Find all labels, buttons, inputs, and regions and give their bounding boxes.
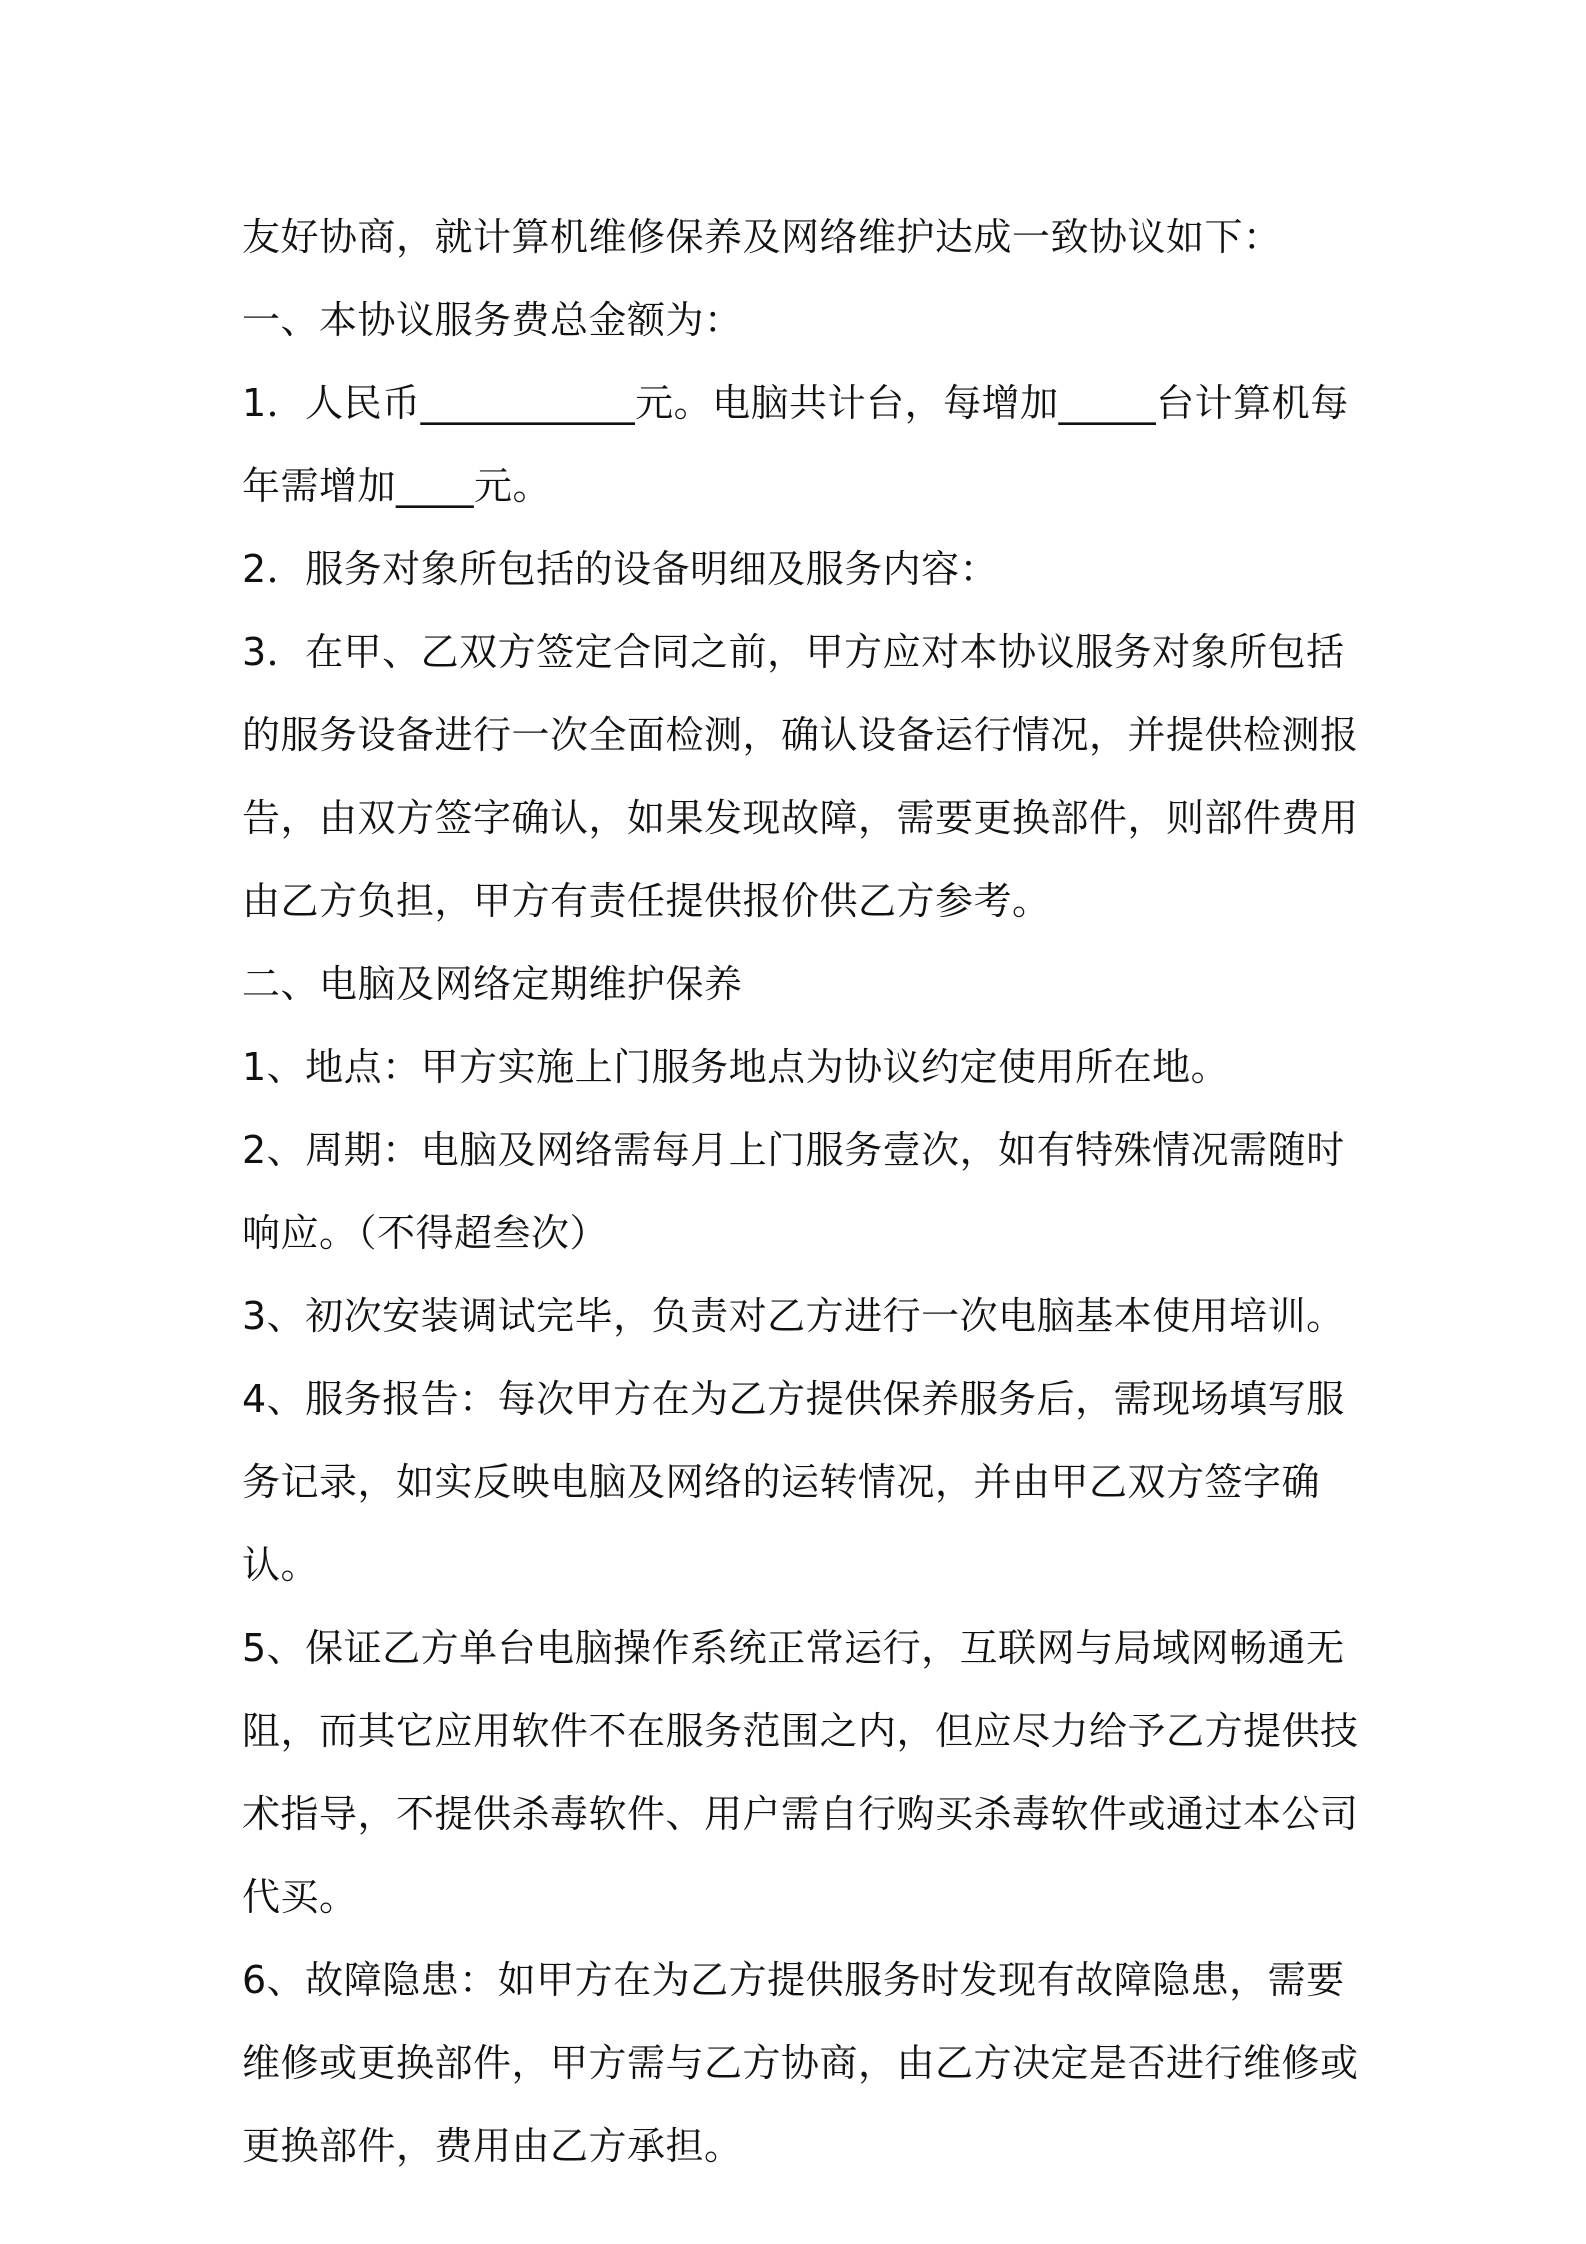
clause-6-fault-hazard: 6、故障隐患：如甲方在为乙方提供服务时发现有故障隐患，需要维修或更换部件，甲方需与乙方协商，由乙方决定是否进行维修或更换部件，费用由乙方承担。 bbox=[242, 1958, 1359, 2168]
clause-1-location: 1、地点：甲方实施上门服务地点为协议约定使用所在地。 bbox=[242, 1045, 1230, 1089]
clause-3-training: 3、初次安装调试完毕，负责对乙方进行一次电脑基本使用培训。 bbox=[242, 1294, 1345, 1338]
clause-5-system-guarantee: 5、保证乙方单台电脑操作系统正常运行，互联网与局域网畅通无阻，而其它应用软件不在服务范围之内，但应尽力给予乙方提供技术指导，不提供杀毒软件、用户需自行购买杀毒软件或通过本公司代买。 bbox=[242, 1626, 1359, 1919]
clause-2-cycle: 2、周期：电脑及网络需每月上门服务壹次，如有特殊情况需随时响应。（不得超叁次） bbox=[242, 1128, 1345, 1255]
section-one-heading: 一、本协议服务费总金额为： bbox=[242, 298, 743, 342]
clause-1-fee: 1．人民币___________元。电脑共计台，每增加_____台计算机每年需增加____元。 bbox=[242, 381, 1349, 508]
clause-2-equipment: 2．服务对象所包括的设备明细及服务内容： bbox=[242, 547, 999, 591]
clause-3-inspection: 3．在甲、乙双方签定合同之前，甲方应对本协议服务对象所包括的服务设备进行一次全面检测，确认设备运行情况，并提供检测报告，由双方签字确认，如果发现故障，需要更换部件，则部件费用由乙方负担，甲方有责任提供报价供乙方参考。 bbox=[242, 630, 1359, 923]
clause-4-service-report: 4、服务报告：每次甲方在为乙方提供保养服务后，需现场填写服务记录，如实反映电脑及网络的运转情况，并由甲乙双方签字确认。 bbox=[242, 1377, 1345, 1587]
section-two-heading: 二、电脑及网络定期维护保养 bbox=[242, 962, 743, 1006]
document-body bbox=[242, 196, 1372, 2188]
intro-paragraph: 友好协商，就计算机维修保养及网络维护达成一致协议如下： bbox=[242, 215, 1282, 259]
